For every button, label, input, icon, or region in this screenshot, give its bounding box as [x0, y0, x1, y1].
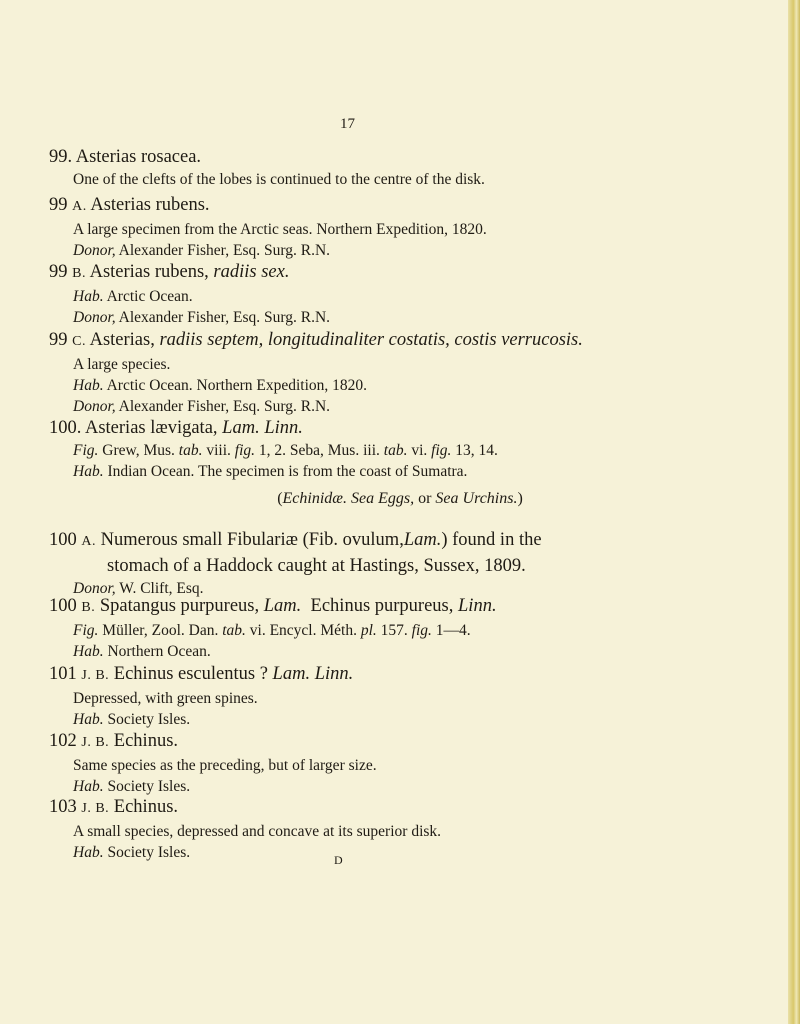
entry-heading: 100 B. Spatangus purpureus, Lam. Echinus purpureus, Linn.	[49, 596, 497, 616]
entry-figure-refs: Fig. Grew, Mus. tab. viii. fig. 1, 2. Seba, Mus. iii. tab. vi. fig. 13, 14.	[73, 442, 498, 459]
entry-habitat: Hab. Society Isles.	[73, 711, 191, 728]
entry-99a	[49, 193, 749, 261]
entry-habitat: Hab. Indian Ocean. The specimen is from the coast of Sumatra.	[73, 463, 468, 480]
signature-mark: D	[334, 853, 344, 867]
entry-description: One of the clefts of the lobes is continued to the centre of the disk.	[73, 171, 485, 188]
entry-description: Depressed, with green spines.	[73, 690, 258, 707]
entry-101	[49, 662, 749, 730]
entry-heading: 99 C. Asterias, radiis septem, longitudinaliter costatis, costis verrucosis.	[49, 330, 583, 350]
page-number: 17	[340, 116, 355, 132]
entry-99c	[49, 328, 749, 417]
entry-heading: 100 A. Numerous small Fibulariæ (Fib. ovulum,Lam.) found in the	[49, 530, 542, 550]
entry-heading: 102 J. B. Echinus.	[49, 731, 179, 751]
entry-description: A small species, depressed and concave at its superior disk.	[73, 823, 442, 840]
page-edge	[788, 0, 800, 1024]
entry-heading-continued: stomach of a Haddock caught at Hastings, Sussex, 1809.	[107, 556, 526, 576]
entry-heading: 103 J. B. Echinus.	[49, 797, 179, 817]
entry-figure-refs: Fig. Müller, Zool. Dan. tab. vi. Encycl. Méth. pl. 157. fig. 1—4.	[73, 622, 471, 639]
entry-heading: 99 A. Asterias rubens.	[49, 195, 210, 215]
entry-habitat: Hab. Society Isles.	[73, 778, 191, 795]
entry-habitat: Hab. Society Isles.	[73, 844, 191, 861]
entry-heading: 100. Asterias lævigata, Lam. Linn.	[49, 418, 303, 438]
entry-habitat: Hab. Northern Ocean.	[73, 643, 211, 660]
entry-description: A large species.	[73, 356, 171, 373]
entry-donor: Donor, Alexander Fisher, Esq. Surg. R.N.	[73, 242, 331, 259]
entry-description: A large specimen from the Arctic seas. Northern Expedition, 1820.	[73, 221, 487, 238]
entry-donor: Donor, Alexander Fisher, Esq. Surg. R.N.	[73, 398, 331, 415]
entry-99	[49, 145, 749, 190]
entry-heading: 101 J. B. Echinus esculentus ? Lam. Linn.	[49, 664, 354, 684]
entry-100	[49, 416, 749, 482]
entry-donor: Donor, W. Clift, Esq.	[73, 580, 204, 597]
entry-heading: 99. Asterias rosacea.	[49, 147, 202, 167]
entry-100a	[49, 528, 749, 599]
entry-100b	[49, 594, 749, 662]
entry-heading: 99 B. Asterias rubens, radiis sex.	[49, 262, 290, 282]
entry-103	[49, 795, 749, 863]
section-heading: (Echinidæ. Sea Eggs, or Sea Urchins.)	[277, 490, 523, 507]
entry-99b	[49, 260, 749, 328]
entry-habitat: Hab. Arctic Ocean.	[73, 288, 193, 305]
entry-donor: Donor, Alexander Fisher, Esq. Surg. R.N.	[73, 309, 331, 326]
entry-habitat: Hab. Arctic Ocean. Northern Expedition, 1820.	[73, 377, 368, 394]
entry-description: Same species as the preceding, but of larger size.	[73, 757, 377, 774]
entry-102	[49, 729, 749, 797]
